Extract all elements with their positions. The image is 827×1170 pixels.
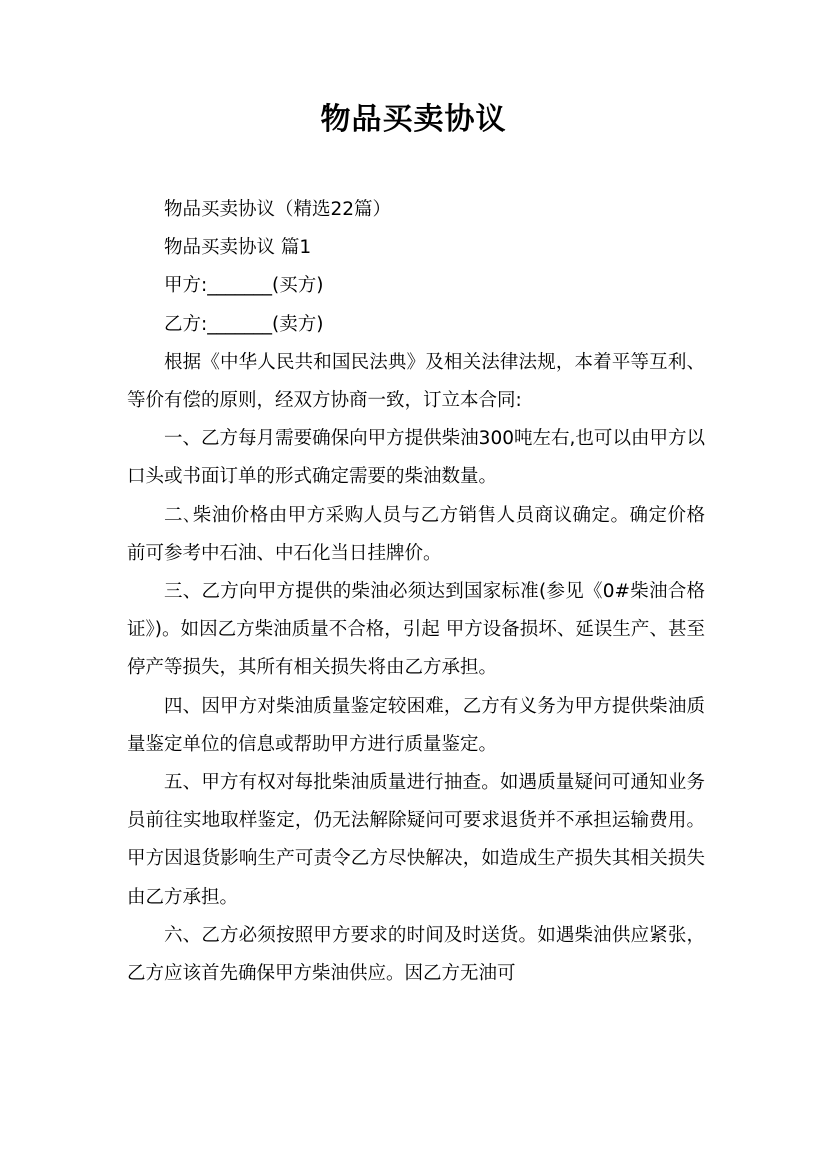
paragraph-subtitle: 物品买卖协议（精选22篇） [164,199,392,220]
paragraph-party-b: 乙方:_______(卖方) [164,313,324,335]
paragraph-party-a: 甲方:_______(买方) [164,275,324,297]
paragraph-clause-4: 四、因甲方对柴油质量鉴定较困难，乙方有义务为甲方提供柴油质量鉴定单位的信息或帮助甲方进行质量鉴定。 [127,695,705,755]
paragraph-clause-3: 三、乙方向甲方提供的柴油必须达到国家标准(参见《0#柴油合格证》)。如因乙方柴油质量不合格，引起 甲方设备损坏、延误生产、甚至停产等损失，其所有相关损失将由乙方承担。 [127,581,705,679]
paragraph-clause-1: 一、乙方每月需要确保向甲方提供柴油300吨左右,也可以由甲方以口头或书面订单的形式确定需要的柴油数量。 [127,428,705,488]
paragraph-preamble: 根据《中华人民共和国民法典》及相关法律法规，本着平等互利、等价有偿的原则，经双方协商一致，订立本合同: [127,351,705,412]
paragraph-clause-2: 二､柴油价格由甲方采购人员与乙方销售人员商议确定。确定价格前可参考中石油、中石化当日挂牌价。 [127,504,705,564]
document-body [127,191,705,993]
paragraph-heading: 物品买卖协议 篇1 [164,237,312,259]
paragraph-clause-6: 六、乙方必须按照甲方要求的时间及时送货。如遇柴油供应紧张，乙方应该首先确保甲方柴油供应。因乙方无油可 [127,924,705,985]
document-title: 物品买卖协议 [320,102,507,137]
paragraph-clause-5: 五、甲方有权对每批柴油质量进行抽查。如遇质量疑问可通知业务员前往实地取样鉴定，仍无法解除疑问可要求退货并不承担运输费用。甲方因退货影响生产可责令乙方尽快解决，如造成生产损失其相关损失由乙方承担。 [127,772,705,908]
